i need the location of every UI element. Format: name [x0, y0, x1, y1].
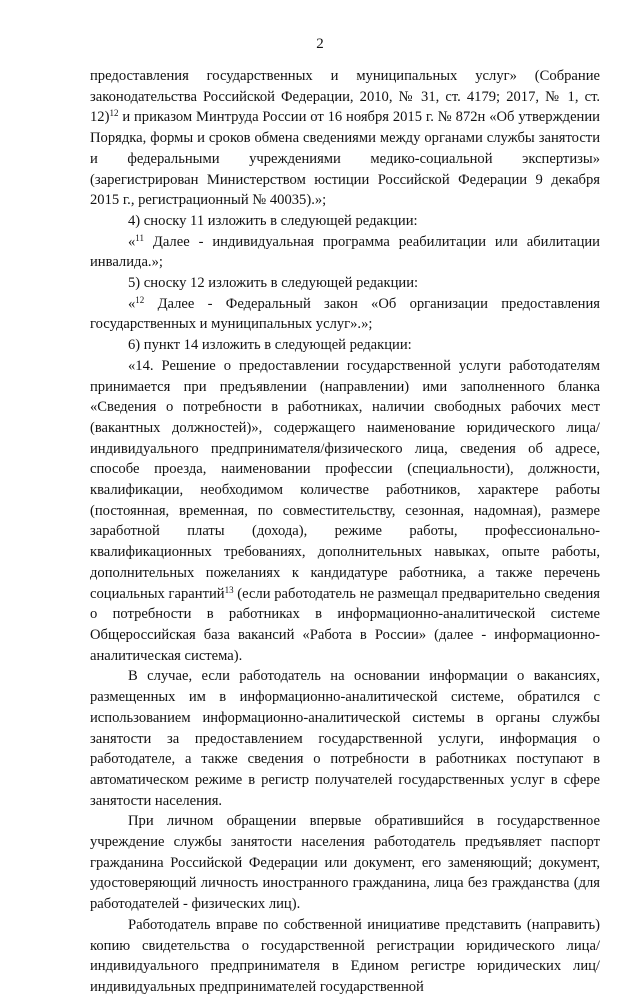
- paragraph-text: В случае, если работодатель на основании информации о вакансиях, размещенных им в информационно-аналитической системе, обратился с использованием информационно-аналитической системы в органы службы занятости за предоставлением государственной услуги, информация о работодателе, а также сведения о потребности в работниках поступают в автоматическом режиме в регистр получателей государственных услуг в сфере занятости населения.: [90, 668, 600, 809]
- paragraph-text: предоставления государственных и муниципальных услуг» (Собрание законодательства Российской Федерации, 2010, № 31, ст. 4179; 2017, № 1, ст. 12): [90, 68, 600, 126]
- paragraph-text: «14. Решение о предоставлении государственной услуги работодателям принимается при предъявлении (направлении) ими заполненного бланка «Сведения о потребности в работниках, наличии свободных рабочих мест (вакантных должностей)», содержащего наименование юридического лица/индивидуального предпринимателя/физического лица, сведения об адресе, способе проезда, наименовании профессии (специальности), должности, квалификации, необходимом количестве работников, характере работы (постоянная, временная, по совместительству, сезонная, надомная), размере заработной платы (дохода), режиме работы, профессионально-квалификационных требованиях, дополнительных навыках, опыте работы, дополнительных пожеланиях к кандидатуре работника, а также перечень социальных гарантий: [90, 357, 600, 602]
- paragraph-text: (если работодатель не размещал предварительно сведения о потребности в работниках в информационно-аналитической системе Общероссийская база вакансий «Работа в России» (далее - информационно-аналитическая система).: [90, 585, 600, 664]
- paragraph: [90, 666, 600, 811]
- footnote-ref: 13: [224, 584, 234, 595]
- paragraph-text: 6) пункт 14 изложить в следующей редакции:: [128, 337, 412, 354]
- footnote-ref: 12: [109, 108, 119, 119]
- paragraph-text: и приказом Минтруда России от 16 ноября 2015 г. № 872н «Об утверждении Порядка, формы и сроков обмена сведениями между органами службы занятости и федеральными учреждениями медико-социальной экспертизы» (зарегистрирован Министерством юстиции Российской Федерации 9 декабря 2015 г., регистрационный № 40035).»;: [90, 109, 600, 209]
- paragraph: [90, 915, 600, 998]
- paragraph: [90, 294, 600, 335]
- paragraph-text: Далее - Федеральный закон «Об организации предоставления государственных и муниципальных услуг».»;: [90, 295, 600, 333]
- paragraph: [90, 811, 600, 915]
- paragraph: [90, 232, 600, 273]
- paragraph-text: 5) сноску 12 изложить в следующей редакции:: [128, 275, 419, 292]
- paragraph-text: При личном обращении впервые обратившийся в государственное учреждение службы занятости населения работодатель предъявляет паспорт гражданина Российской Федерации или документ, его заменяющий; документ, удостоверяющий личность иностранного гражданина, лица без гражданства (для работодателей - физических лиц).: [90, 813, 600, 913]
- footnote-ref: 11: [135, 232, 144, 243]
- document-body: [90, 66, 600, 998]
- paragraph: [90, 273, 600, 294]
- page-number: 2: [316, 36, 324, 52]
- paragraph: [90, 356, 600, 667]
- paragraph: [90, 211, 600, 232]
- paragraph-text: Далее - индивидуальная программа реабилитации или абилитации инвалида.»;: [90, 233, 600, 271]
- paragraph: [90, 66, 600, 211]
- paragraph: [90, 335, 600, 356]
- paragraph-text: 4) сноску 11 изложить в следующей редакции:: [128, 212, 418, 229]
- paragraph-text: «: [128, 233, 136, 250]
- paragraph-text: «: [128, 295, 136, 312]
- paragraph-text: Работодатель вправе по собственной инициативе представить (направить) копию свидетельства о государственной регистрации юридического лица/индивидуального предпринимателя в Едином регистре юридических лиц/индивидуальных предпринимателей государственной: [90, 916, 600, 995]
- footnote-ref: 12: [135, 294, 145, 305]
